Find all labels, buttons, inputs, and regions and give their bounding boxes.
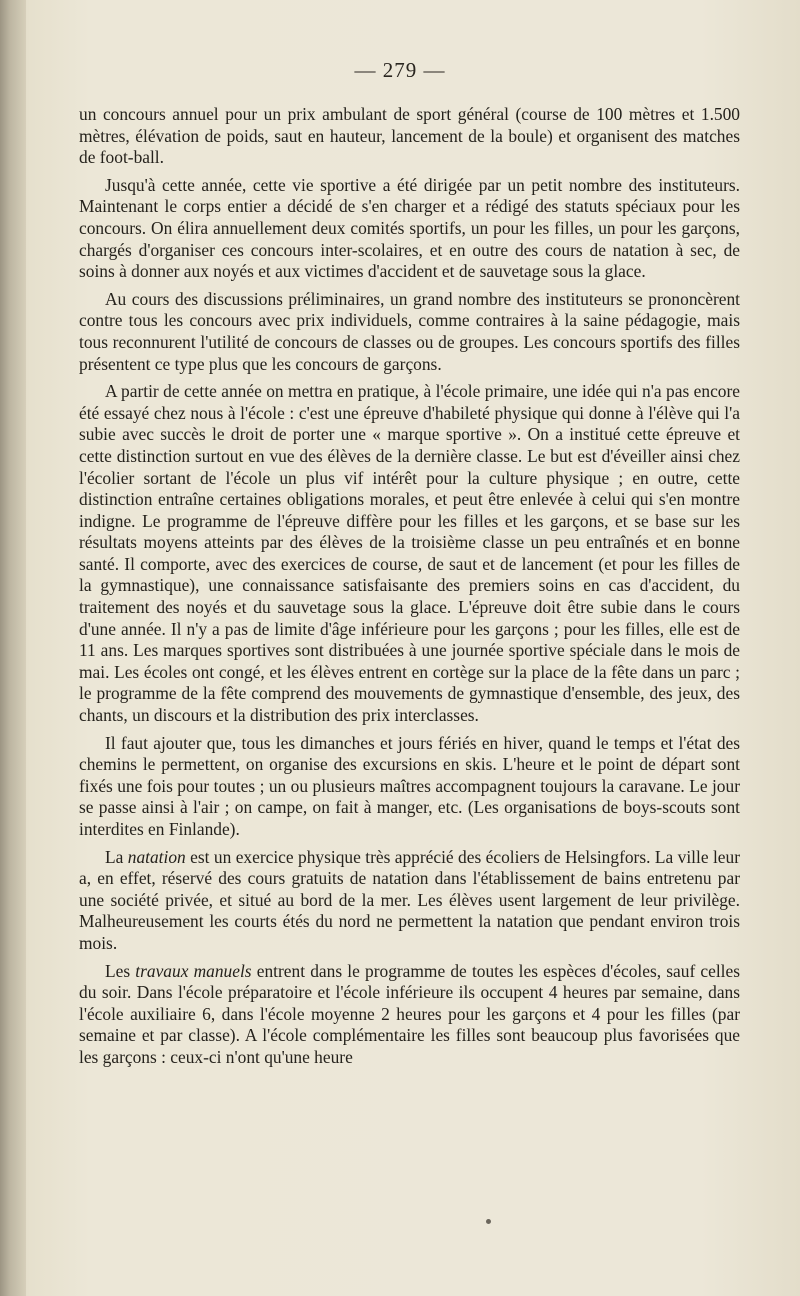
text-run: A partir de cette année on mettra en pratique, à l'école primaire, une idée qui n'a pas encore été essayé chez nous à l'école : c'est une épreuve d'habileté physique qui donne à l'élève qui l'a subie avec succès le droit de porter une « marque sportive ». On a institué cette épreuve et cette distinction surtout en vue des élèves de la dernière classe. Le but est d'éveiller ainsi chez l'écolier sortant de l'école un plus vif intérêt pour la culture physique ; en outre, cette distinction entraîne certaines obligations morales, et peut être enlevée à celui qui s'en montre indigne. Le programme de l'épreuve diffère pour les filles et les garçons, et se base sur les résultats moyens atteints par des élèves de la troisième classe un peu entraînés et en bonne santé. Il comporte, avec des exercices de course, de saut et de lancement (et pour les filles de la gymnastique), une connaissance satisfaisante des premiers soins en cas d'accident, du traitement des noyés et du sauvetage sous la glace. L'épreuve doit être subie dans le cours d'une année. Il n'y a pas de limite d'âge inférieure pour les garçons ; pour les filles, elle est de 11 ans. Les marques sportives sont distribuées à une journée sportive spéciale dans le mois de mai. Les écoles ont congé, et les élèves entrent en cortège sur la place de la fête dans un parc ; le programme de la fête comprend des mouvements de gymnastique d'ensemble, des jeux, des chants, un discours et la distribution des prix interclasses. (79, 381, 740, 726)
text-run: Jusqu'à cette année, cette vie sportive a été dirigée par un petit nombre des instituteurs. Maintenant le corps entier a décidé de s'en charger et a rédigé des statuts spéciaux pour les concours. On élira annuellement deux comités sportifs, un pour les filles, un pour les garçons, chargés d'organiser ces concours inter-scolaires, et en outre des cours de natation à sec, de soins à donner aux noyés et aux victimes d'accident et de sauvetage sous la glace. (79, 174, 740, 282)
text-run: entrent dans le programme de toutes les espèces d'écoles, sauf celles du soir. Dans l'école préparatoire et l'école inférieure ils occupent 4 heures par semaine, dans l'école auxiliaire 6, dans l'école moyenne 2 heures pour les garçons et 4 pour les filles (par semaine et par classe). A l'école complémentaire les filles sont beaucoup plus favorisées que les garçons : ceux-ci n'ont qu'une heure (79, 960, 741, 1067)
text-run: un concours annuel pour un prix ambulant de sport général (course de 100 mètres et 1.500 mètres, élévation de poids, saut en hauteur, lancement de la boule) et organisent des matches de foot-ball. (79, 104, 740, 168)
paragraph (79, 175, 740, 283)
text-run: Il faut ajouter que, tous les dimanches et jours fériés en hiver, quand le temps et l'état des chemins le permettent, on organise des excursions en skis. L'heure et le point de départ sont fixés une fois pour toutes ; un ou plusieurs maîtres accompagnent toujours la caravane. Le jour se passe ainsi à l'air ; on campe, on fait à manger, etc. (Les organisations de boys-scouts sont interdites en Finlande). (79, 732, 740, 839)
text-run: La (105, 846, 128, 867)
text-run: Au cours des discussions préliminaires, un grand nombre des instituteurs se prononcèrent contre tous les concours avec prix individuels, comme contraires à la saine pédagogie, mais tous reconnurent l'utilité de concours de classes ou de groupes. Les concours sportifs des filles présentent ce type plus que les concours de garçons. (79, 288, 740, 374)
paragraph (79, 289, 740, 375)
italic-term: natation (127, 846, 186, 867)
paragraph (79, 104, 740, 169)
paragraph (79, 961, 740, 1069)
text-run: Les (105, 960, 136, 981)
page-gutter-shadow (0, 0, 26, 1296)
italic-term: travaux manuels (135, 960, 252, 981)
paragraph (79, 847, 740, 955)
page-number: — 279 — (354, 58, 446, 82)
paragraph (79, 733, 740, 841)
paragraph (79, 381, 740, 727)
text-run: est un exercice physique très apprécié des écoliers de Helsingfors. La ville leur a, en effet, réservé des cours gratuits de natation dans l'établissement de bains entretenu par une société privée, et situé au bord de la mer. Les élèves usent largement de leur privilège. Malheureusement les courts étés du nord ne permettent la natation que pendant environ trois mois. (79, 846, 740, 953)
ink-speck (486, 1219, 491, 1224)
body-text (79, 104, 740, 1075)
